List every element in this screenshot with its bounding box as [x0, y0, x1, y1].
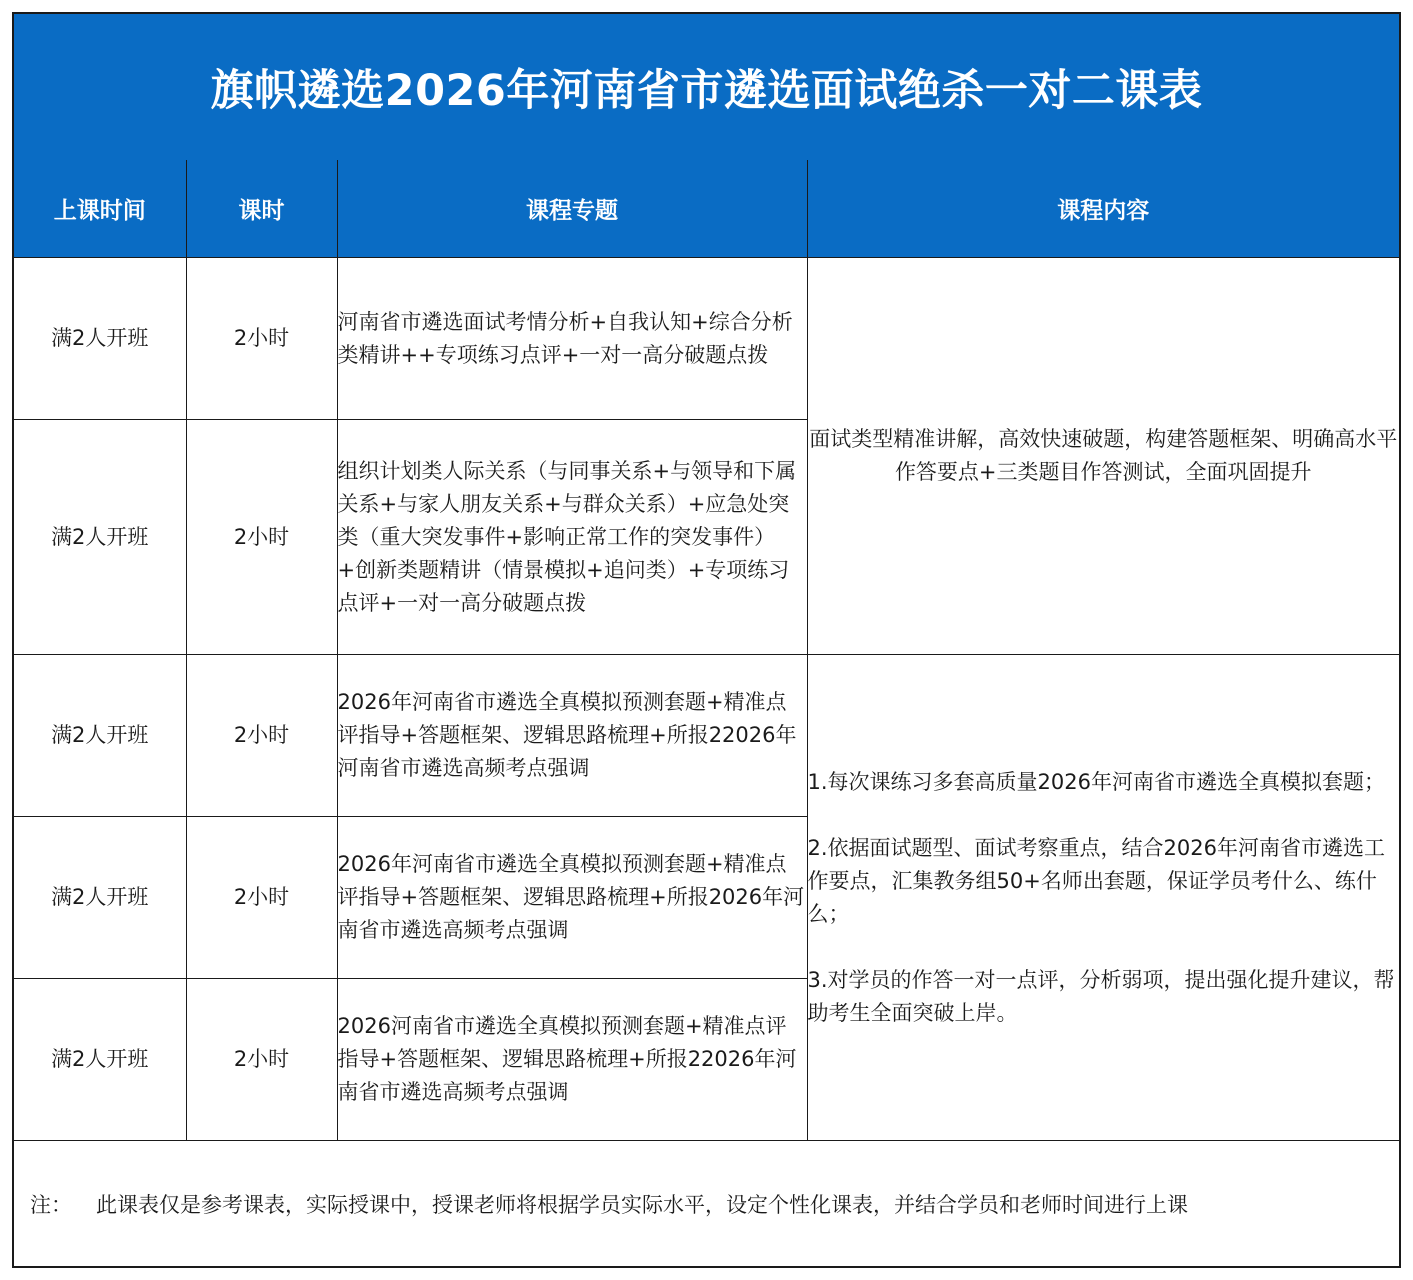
content-point-3: 3.对学员的作答一对一点评，分析弱项，提出强化提升建议，帮助考生全面突破上岸。 — [807, 967, 1395, 1025]
table-row — [14, 258, 1399, 420]
cell-time: 满2人开班 — [14, 979, 186, 1141]
footnote-text: 此课表仅是参考课表，实际授课中，授课老师将根据学员实际水平，设定个性化课表，并结合学员和老师时间进行上课 — [96, 1193, 1188, 1217]
header-topic: 课程专题 — [337, 160, 807, 258]
cell-topic: 2026年河南省市遴选全真模拟预测套题+精准点评指导+答题框架、逻辑思路梳理+所报22026年河南省市遴选高频考点强调 — [337, 655, 807, 817]
content-point-2: 2.依据面试题型、面试考察重点，结合2026年河南省市遴选工作要点，汇集教务组50+名师出套题，保证学员考什么、练什么； — [807, 835, 1385, 926]
footnote-label: 注： — [30, 1193, 72, 1217]
schedule-table — [14, 160, 1399, 1141]
cell-topic: 组织计划类人际关系（与同事关系+与领导和下属关系+与家人朋友关系+与群众关系）+应急处突类（重大突发事件+影响正常工作的突发事件） +创新类题精讲（情景模拟+追问类）+专项练习点评+一对一高分破题点拨 — [337, 420, 807, 655]
cell-hours: 2小时 — [186, 258, 337, 420]
cell-content-block-b — [807, 655, 1399, 1141]
cell-time: 满2人开班 — [14, 817, 186, 979]
schedule-title: 旗帜遴选2026年河南省市遴选面试绝杀一对二课表 — [14, 14, 1399, 161]
cell-hours: 2小时 — [186, 979, 337, 1141]
header-time: 上课时间 — [14, 160, 186, 258]
schedule-sheet — [12, 12, 1401, 1268]
table-header-row — [14, 160, 1399, 258]
cell-topic: 2026河南省市遴选全真模拟预测套题+精准点评指导+答题框架、逻辑思路梳理+所报22026年河南省市遴选高频考点强调 — [337, 979, 807, 1141]
cell-content-block-a: 面试类型精准讲解，高效快速破题，构建答题框架、明确高水平作答要点+三类题目作答测试，全面巩固提升 — [807, 258, 1399, 655]
cell-hours: 2小时 — [186, 420, 337, 655]
header-content: 课程内容 — [807, 160, 1399, 258]
cell-time: 满2人开班 — [14, 655, 186, 817]
cell-topic: 河南省市遴选面试考情分析+自我认知+综合分析类精讲++专项练习点评+一对一高分破题点拨 — [337, 258, 807, 420]
cell-time: 满2人开班 — [14, 420, 186, 655]
footnote — [30, 1189, 1188, 1219]
cell-hours: 2小时 — [186, 655, 337, 817]
content-point-1: 1.每次课练习多套高质量2026年河南省市遴选全真模拟套题； — [807, 769, 1385, 794]
cell-topic: 2026年河南省市遴选全真模拟预测套题+精准点评指导+答题框架、逻辑思路梳理+所报2026年河南省市遴选高频考点强调 — [337, 817, 807, 979]
cell-time: 满2人开班 — [14, 258, 186, 420]
header-hours: 课时 — [186, 160, 337, 258]
table-row — [14, 655, 1399, 817]
cell-hours: 2小时 — [186, 817, 337, 979]
